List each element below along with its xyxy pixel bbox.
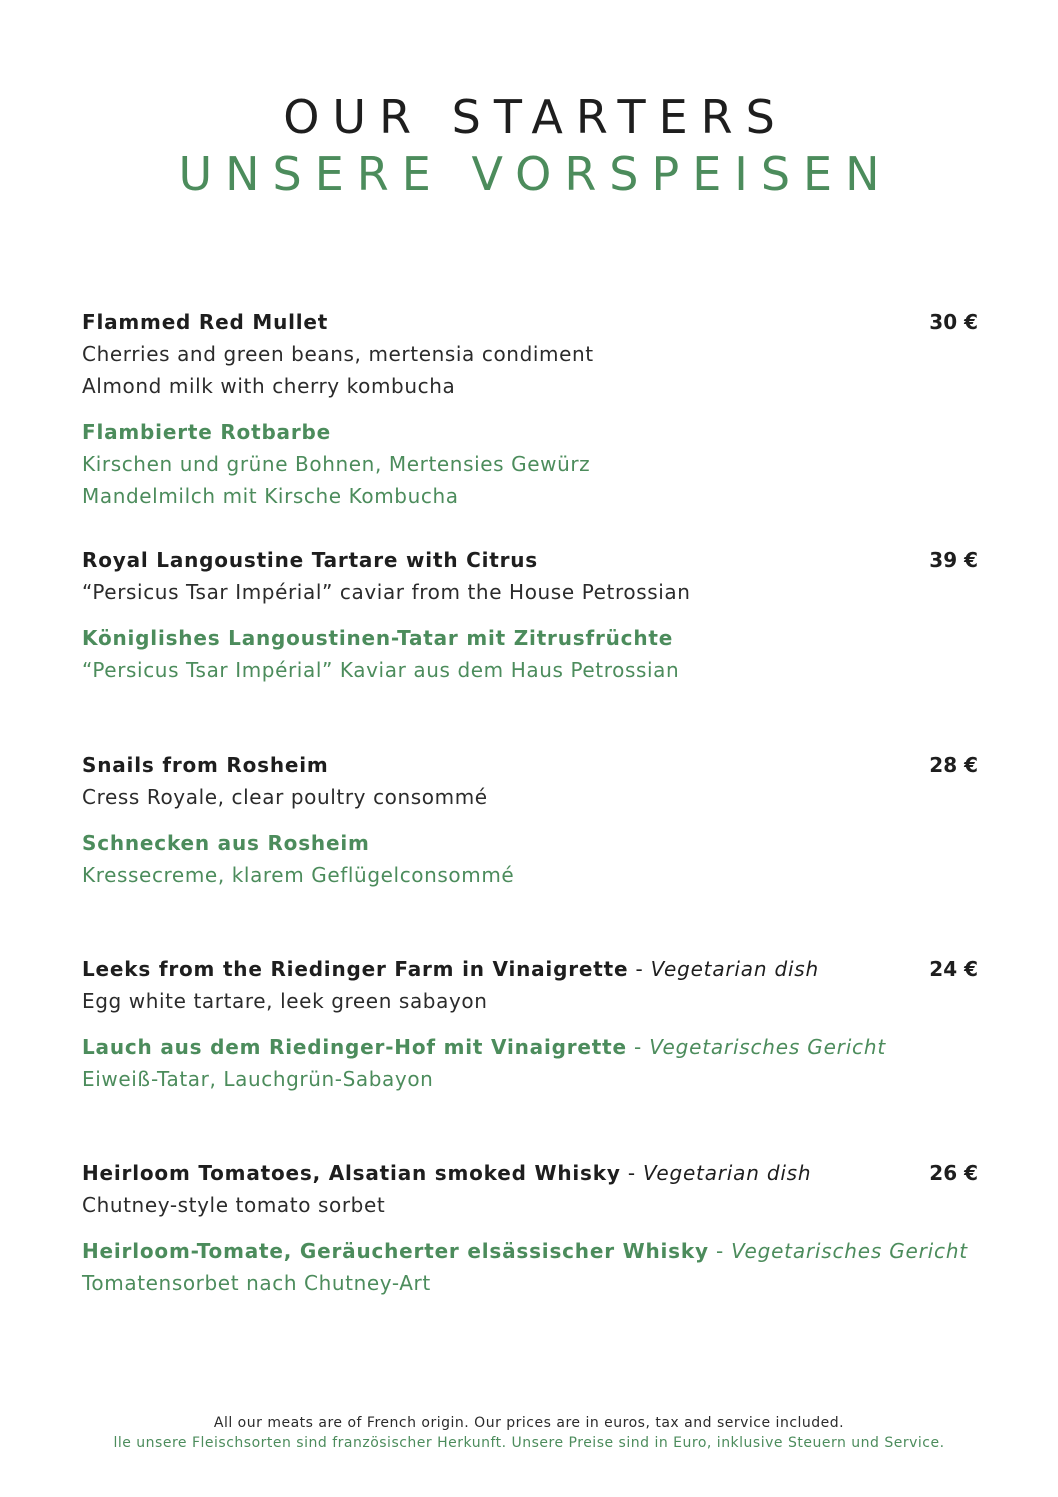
- dish-description: Cress Royale, clear poultry consommé: [82, 785, 488, 809]
- dish-name-german: Königlishes Langoustinen-Tatar mit Zitrusfrüchte: [82, 626, 674, 650]
- dish-price: 30 €: [929, 310, 978, 334]
- page-title: OUR STARTERS: [283, 90, 788, 144]
- dish-name: Snails from Rosheim: [82, 753, 329, 777]
- dish-name-german: Lauch aus dem Riedinger-Hof mit Vinaigrette: [82, 1035, 627, 1059]
- footer-note: [0, 1413, 1058, 1453]
- dish-price: 26 €: [929, 1161, 978, 1185]
- page-subtitle: UNSERE VORSPEISEN: [178, 147, 893, 201]
- dietary-tag-german: Vegetarisches Gericht: [731, 1239, 968, 1263]
- footer-note-en: All our meats are of French origin. Our prices are in euros, tax and service included.: [213, 1415, 845, 1431]
- dish-description-german: “Persicus Tsar Impérial” Kaviar aus dem Haus Petrossian: [82, 658, 680, 682]
- dish-name: Leeks from the Riedinger Farm in Vinaigrette: [82, 957, 629, 981]
- dish-description: Chutney-style tomato sorbet: [82, 1193, 386, 1217]
- dish-name-german: Schnecken aus Rosheim: [82, 831, 370, 855]
- page-header: [0, 90, 1058, 204]
- dish-name-line: Heirloom Tomatoes, Alsatian smoked Whisky - Vegetarian dish: [82, 1161, 812, 1185]
- dish-description-german: Mandelmilch mit Kirsche Kombucha: [82, 484, 459, 508]
- dish-price: 28 €: [929, 753, 978, 777]
- dish-name: Flammed Red Mullet: [82, 310, 329, 334]
- dish-description-german: Tomatensorbet nach Chutney-Art: [82, 1271, 431, 1295]
- dietary-tag: Vegetarian dish: [650, 957, 819, 981]
- dish-price: 39 €: [929, 548, 978, 572]
- footer-note-de: lle unsere Fleischsorten sind französischer Herkunft. Unsere Preise sind in Euro, inklusive Steuern und Service.: [113, 1435, 945, 1451]
- dish-description-german: Kirschen und grüne Bohnen, Mertensies Gewürz: [82, 452, 591, 476]
- menu-item-leeks: [82, 953, 982, 1095]
- menu-item-langoustine: [82, 544, 982, 686]
- menu-item-heirloom-tomatoes: [82, 1157, 982, 1299]
- dish-name: Heirloom Tomatoes, Alsatian smoked Whisky: [82, 1161, 621, 1185]
- dish-name-german-line: Heirloom-Tomate, Geräucherter elsässischer Whisky - Vegetarisches Gericht: [82, 1239, 968, 1263]
- dish-name-german: Flambierte Rotbarbe: [82, 420, 331, 444]
- dish-description-german: Eiweiß-Tatar, Lauchgrün-Sabayon: [82, 1067, 434, 1091]
- dish-description: Almond milk with cherry kombucha: [82, 374, 456, 398]
- dish-description: Cherries and green beans, mertensia condiment: [82, 342, 594, 366]
- dish-name-german-line: Lauch aus dem Riedinger-Hof mit Vinaigrette - Vegetarisches Gericht: [82, 1035, 886, 1059]
- dish-description-german: Kressecreme, klarem Geflügelconsommé: [82, 863, 515, 887]
- dish-name-line: Leeks from the Riedinger Farm in Vinaigrette - Vegetarian dish: [82, 957, 819, 981]
- dish-name-german: Heirloom-Tomate, Geräucherter elsässischer Whisky: [82, 1239, 709, 1263]
- menu-item-red-mullet: [82, 306, 982, 512]
- dish-description: “Persicus Tsar Impérial” caviar from the House Petrossian: [82, 580, 691, 604]
- menu-item-snails: [82, 749, 982, 891]
- dish-name: Royal Langoustine Tartare with Citrus: [82, 548, 539, 572]
- dietary-tag-german: Vegetarisches Gericht: [649, 1035, 886, 1059]
- dietary-tag: Vegetarian dish: [643, 1161, 812, 1185]
- dish-description: Egg white tartare, leek green sabayon: [82, 989, 488, 1013]
- dish-price: 24 €: [929, 957, 978, 981]
